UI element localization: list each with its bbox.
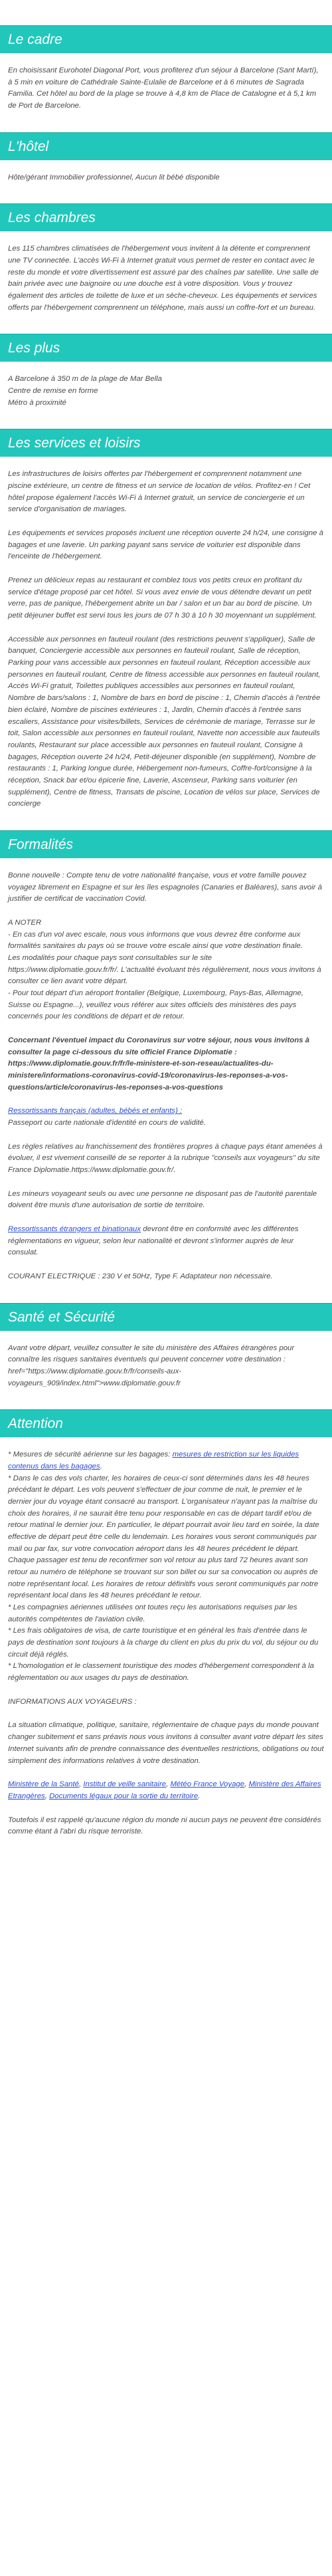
binationaux-link[interactable]: Ressortissants étrangers et binationaux	[8, 1225, 141, 1233]
cadre-text: En choisissant Eurohotel Diagonal Port, vous profiterez d'un séjour à Barcelone (Sant Martí), à 5 min en voiture de Cathédrale Sainte-Eulalie de Barcelone et à 6 minutes de Sagrada Familia. Cet hôtel au bord de la plage se trouve à 4,8 km de Place de Catalogne et à 5,1 km de Port de Barcelone.	[8, 66, 319, 110]
hotel-text: Hôte/gérant Immobilier professionnel, Aucun lit bébé disponible	[8, 173, 220, 181]
regles-text: Les règles relatives au franchissement des frontières propres à chaque pays étant amenées à évoluer, il est vivement conseillé de se reporter à la rubrique "conseils aux voyageurs" du site France Diplomatie.https://www.diplomatie.gouv.fr/.	[8, 1142, 323, 1174]
ressortissants-link[interactable]: Ressortissants français (adultes, bébés et enfants) :	[8, 1107, 183, 1115]
link-veille-sanitaire[interactable]: Institut de veille sanitaire	[83, 1780, 167, 1789]
section-sante	[0, 1343, 332, 1390]
mineurs-text: Les mineurs voyageant seuls ou avec une personne ne disposant pas de l'autorité parentale doivent être munis d'une autorisation de sortie de territoire.	[8, 1189, 317, 1210]
link-affaires-etrangeres[interactable]: Ministère des Affaires Etrangères	[8, 1780, 321, 1800]
formalites-intro: Bonne nouvelle : Compte tenu de votre nationalité française, vous et votre famille pouvez voyagez librement en Espagne et sur les îles espagnoles (Canaries et Baléares), sans avoir à justifier de certificat de vaccination Covid.	[8, 871, 322, 903]
section-formalites	[0, 870, 332, 1283]
section-services	[0, 469, 332, 810]
section-header-chambres: Les chambres	[0, 203, 332, 231]
info-links: Ministère de la Santé, Institut de veille sanitaire, Météo France Voyage, Ministère des Affaires Etrangères, Documents légaux pour la sortie du territoire.	[8, 1780, 321, 1800]
binationaux-text: devront être en conformité avec les différentes réglementations en vigueur, selon leur nationalité et devront s'informer auprès de leur consulat.	[8, 1225, 299, 1257]
link-documents-legaux[interactable]: Documents légaux pour la sortie du territoire	[49, 1792, 199, 1800]
attention-item: * Les frais obligatoires de visa, de carte touristique et en général les frais d'entrée dans le pays de destination sont toujours à la charge du client en plus du prix du vol, du séjour ou du circuit déjà réglés.	[8, 1627, 319, 1659]
section-header-plus: Les plus	[0, 334, 332, 362]
ressortissants-text: Passeport ou carte nationale d'identité en cours de validité.	[8, 1118, 206, 1127]
note-heading: A NOTER	[8, 918, 42, 927]
attention-item: * Les compagnies aériennes utilisées ont toutes reçu les autorisations requises par les autorités compétentes de l'aviation civile.	[8, 1603, 297, 1623]
services-paragraph-1: Les infrastructures de loisirs offertes par l'hébergement et comprennent notamment une piscine extérieure, un centre de fitness et un service de location de vélos. Profitez-en ! Cet hôtel propose également l'accès Wi-Fi à Internet gratuit, un service de conciergerie et un service d'organisation de mariages.	[8, 470, 311, 514]
services-paragraph-3: Prenez un délicieux repas au restaurant et comblez tous vos petits creux en profitant du service d'étage proposé par cet hôtel. Si vous avez envie de vous détendre devant un petit verre, pas de panique, l'hébergement abrite un bar / salon et un bar au bord de piscine. Un petit déjeuner buffet est servi tous les jours de 07 h 30 à 10 h 30 moyennant un supplément.	[8, 576, 317, 620]
info-text: La situation climatique, politique, sanitaire, réglementaire de chaque pays du monde pouvant changer subitement et sans préavis nous vous invitons à consulter avant votre départ les sites Internet suivants afin de prendre connaissance des éventuelles restrictions, obligations ou tout simplement des informations relatives à votre destination.	[8, 1721, 324, 1765]
section-attention	[0, 1449, 332, 1837]
coronavirus-notice: Concernant l'éventuel impact du Coronavirus sur votre séjour, nous vous invitons à consulter la page ci-dessous du site officiel France Diplomatie : https://www.diplomatie.gouv.fr/fr/le-ministere-et-son-reseau/actualites-du-ministere/informations-coronavirus-covid-19/coronavirus-les-reponses-a-vos-questions/article/coronavirus-les-reponses-a-vos-questions	[8, 1036, 310, 1092]
link-ministere-sante[interactable]: Ministère de la Santé	[8, 1780, 80, 1789]
attention-item: * Dans le cas des vols charter, les horaires de ceux-ci sont déterminés dans les 48 heures précédant le départ. Les vols peuvent s'effectuer de jour comme de nuit, le premier et le dernier jour du voyage étant consacré au transport. L'organisateur n'ayant pas la maîtrise du choix des horaires, il ne saurait être tenu pour responsable en cas de départ tardif et/ou de retour matinal le dernier jour. En particulier, le départ pourrait avoir lieu tard en soirée, la date effective de départ peut être celle du lendemain. Les horaires vous seront communiqués par mail ou par fax, sur votre convocation aéroport dans les 48 heures précédent le départ. Chaque passager est tenu de reconfirmer son vol retour au plus tard 72 heures avant son retour au numéro de téléphone se trouvant sur son billet ou sur sa convocation ou auprès de notre représentant local. Les horaires de retour définitifs vous seront communiqués par notre représentant local dans les 48 heures précédant le retour.	[8, 1474, 319, 1600]
section-header-services: Les services et loisirs	[0, 429, 332, 457]
section-plus	[0, 374, 332, 409]
bag-security-suffix: .	[100, 1463, 102, 1471]
note-line: Les modalités pour chaque pays sont consultables sur le site https://www.diplomatie.gouv.fr/fr/. L'actualité évoluant très régulièrement, nous vous invitons à consulter ce lien avant votre départ.	[8, 953, 321, 986]
section-chambres	[0, 243, 332, 314]
services-paragraph-4: Accessible aux personnes en fauteuil roulant (des restrictions peuvent s'appliquer), Salle de banquet, Conciergerie accessible aux personnes en fauteuil roulant, Salle de réception, Parking pour vans accessible aux personnes en fauteuil roulant, Réception accessible aux personnes en fauteuil roulant, Centre de fitness accessible aux personnes en fauteuil roulant, Accès Wi-Fi gratuit, Toilettes publiques accessibles aux personnes en fauteuil roulant, Nombre de bars/salons : 1, Nombre de bars en bord de piscine : 1, Chemin d'accès à l'entrée bien éclairé, Nombre de piscines extérieures : 1, Jardin, Chemin d'accès à l'entrée sans escaliers, Assistance pour visites/billets, Services de cérémonie de mariage, Terrasse sur le toit, Salon accessible aux personnes en fauteuil roulant, Navette non accessible aux fauteuils roulants, Restaurant sur place accessible aux personnes en fauteuil roulant, Consigne à bagages, Réception ouverte 24 h/24, Petit-déjeuner disponible (en supplément), Nombre de restaurants : 1, Parking longue durée, Hébergement non-fumeurs, Coffre-fort/consigne à la réception, Snack bar et/ou épicerie fine, Laverie, Ascenseur, Parking sans voiturier (en supplément), Centre de fitness, Transats de piscine, Location de vélos sur place, Services de concierge	[8, 635, 321, 808]
chambres-text: Les 115 chambres climatisées de l'hébergement vous invitent à la détente et comprennent une TV connectée. L'accès Wi-Fi à Internet gratuit vous permet de rester en contact avec le reste du monde et votre divertissement est assuré par des chaînes par satellite. Une salle de bain privée avec une baignoire ou une douche est à votre disposition. Vous y trouvez également des articles de toilette de luxe et un sèche-cheveux. Les équipements et services offerts par l'hébergement comprennent un téléphone, mais aussi un coffre-fort et un bureau.	[8, 245, 319, 312]
sante-text: Avant votre départ, veuillez consulter le site du ministère des Affaires étrangères pour connaître les risques sanitaires éventuels qui peuvent concerner votre destination : href="https://www.diplomatie.gouv.fr/fr/conseils-aux-voyageurs_909/index.html">www.diplomatie.gouv.fr	[8, 1344, 295, 1387]
plus-item: A Barcelone à 350 m de la plage de Mar Bella	[8, 375, 162, 384]
bag-security-prefix: * Mesures de sécurité aérienne sur les bagages:	[8, 1451, 173, 1459]
plus-item: Centre de remise en forme	[8, 387, 98, 396]
section-header-attention: Attention	[0, 1409, 332, 1437]
section-cadre	[0, 65, 332, 112]
binationaux-paragraph	[8, 1224, 324, 1259]
section-header-hotel: L'hôtel	[0, 132, 332, 160]
note-line: - En cas d'un vol avec escale, nous vous informons que vous devrez être conforme aux formalités sanitaires du pays où se trouve votre escale ainsi que votre destination finale.	[8, 930, 303, 951]
info-heading: INFORMATIONS AUX VOYAGEURS :	[8, 1697, 137, 1706]
section-header-sante: Santé et Sécurité	[0, 1303, 332, 1331]
courant-electrique: COURANT ELECTRIQUE : 230 V et 50Hz, Type F. Adaptateur non nécessaire.	[8, 1272, 273, 1281]
section-header-cadre: Le cadre	[0, 25, 332, 53]
final-text: Toutefois il est rappelé qu'aucune région du monde ni aucun pays ne peuvent être considérés comme étant à l'abri du risque terroriste.	[8, 1815, 321, 1836]
link-meteo-france[interactable]: Météo France Voyage	[170, 1780, 245, 1789]
liquids-restriction-link[interactable]: mesures de restriction sur les liquides contenus dans les bagages	[8, 1451, 299, 1471]
section-header-formalites: Formalités	[0, 830, 332, 858]
bag-security-line	[8, 1449, 324, 1472]
section-hotel	[0, 172, 332, 184]
attention-item: * L'homologation et le classement touristique des modes d'hébergement correspondent à la réglementation ou aux usages du pays de destination.	[8, 1662, 314, 1683]
plus-item: Métro à proximité	[8, 398, 66, 407]
services-paragraph-2: Les équipements et services proposés incluent une réception ouverte 24 h/24, une consigne à bagages et une laverie. Un parking payant sans service de voiturier est disponible dans l'enceinte de l'hébergement.	[8, 529, 323, 561]
note-line: - Pour tout départ d'un aéroport frontalier (Belgique, Luxembourg, Pays-Bas, Allemagne, Suisse ou Espagne...), veuillez vous référer aux sites officiels des ministères des pays concernés pour les conditions de départ et de retour.	[8, 989, 303, 1021]
